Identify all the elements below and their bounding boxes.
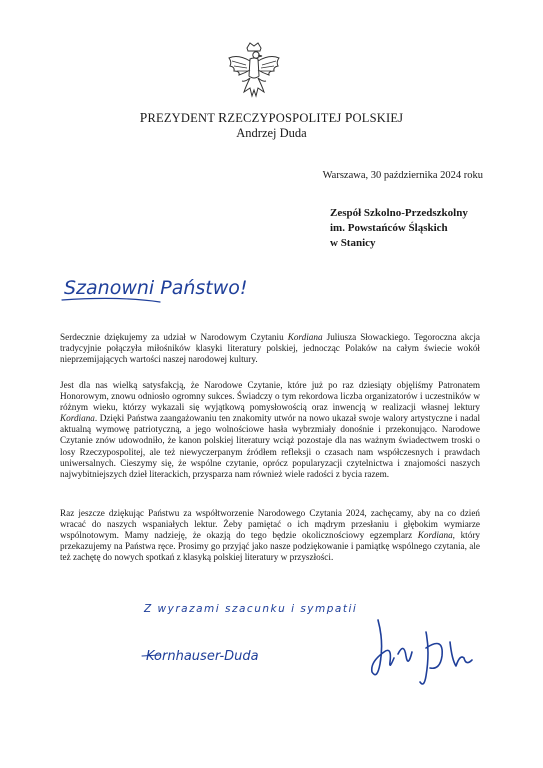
- addressee-line: w Stanicy: [330, 237, 376, 249]
- addressee-block: [330, 206, 468, 251]
- addressee-line: Zespół Szkolno-Przedszkolny: [330, 207, 468, 219]
- signature-left-text: Kornhauser-Duda: [146, 649, 259, 664]
- paragraph-3: Raz jeszcze dziękując Państwu za współtworzenie Narodowego Czytania 2024, zachęcamy, aby na co dzień wracać do naszych wspaniałych lektur. Żeby pamiętać o ich mądrym przesłaniu i głębokim wymiarze wspólnotowym. Mamy nadzieję, że okazją do tego będzie okolicznościowy egzemplarz Kordiana, który przekazujemy na Państwa ręce. Prosimy go przyjąć jako nasze podziękowanie i pamiątkę wspólnego czytania, ale też zachętę do nowych spotkań z klasyką polskiej literatury w przyszłości.: [60, 508, 480, 563]
- handwritten-closing: [140, 592, 380, 622]
- paragraph-2: Jest dla nas wielką satysfakcją, że Narodowe Czytanie, które już po raz dziesiąty objęliśmy Patronatem Honorowym, znowu odniosło ogromny sukces. Świadczy o tym rekordowa liczba organizatorów i uczestników w różnym wieku, którzy wykazali się wyjątkową pomysłowością oraz inwencją w realizacji własnej lektury Kordiana. Dzięki Państwa zaangażowaniu ten znakomity utwór na nowo ukazał swoje walory artystyczne i nadal aktualną wymowę patriotyczną, a jego wolnościowe hasła wybrzmiały donośnie i przekonująco. Narodowe Czytanie znów udowodniło, że kanon polskiej literatury wciąż pozostaje dla nas ważnym świadectwem troski o losy Rzeczypospolitej, ale też niewyczerpanym źródłem refleksji o czasach nam współczesnych i prawdach uniwersalnych. Cieszymy się, że wspólne czytanie, oprócz popularyzacji czytelnictwa i znajomości naszych najwybitniejszych dzieł literackich, przysparza nam również wiele radości z bycia razem.: [60, 380, 480, 479]
- president-name: Andrzej Duda: [236, 126, 307, 140]
- salutation-text: Szanowni Państwo!: [64, 277, 248, 299]
- addressee-line: im. Powstańców Śląskich: [330, 222, 448, 234]
- book-title: Kordiana: [287, 332, 323, 342]
- closing-text: Z wyrazami szacunku i sympatii: [144, 603, 358, 615]
- salutation: [60, 262, 260, 308]
- eagle-emblem-icon: [226, 40, 282, 102]
- book-title: Kordiana: [417, 530, 453, 541]
- office-title: PREZYDENT RZECZYPOSPOLITEJ POLSKIEJ: [139, 110, 404, 125]
- date-line: Warszawa, 30 października 2024 roku: [322, 170, 483, 181]
- book-title: Kordiana: [60, 413, 95, 424]
- signature-right-icon: [360, 612, 480, 702]
- paragraph-1: Serdecznie dziękujemy za udział w Narodowym Czytaniu Kordiana Juliusza Słowackiego. Tegoroczna akcja tradycyjnie połączyła miłośników klasyki literatury polskiej, jednocząc Polaków na całym świecie wokół nieprzemijających wartości naszej narodowej kultury.: [60, 332, 480, 365]
- signature-left: [140, 636, 310, 676]
